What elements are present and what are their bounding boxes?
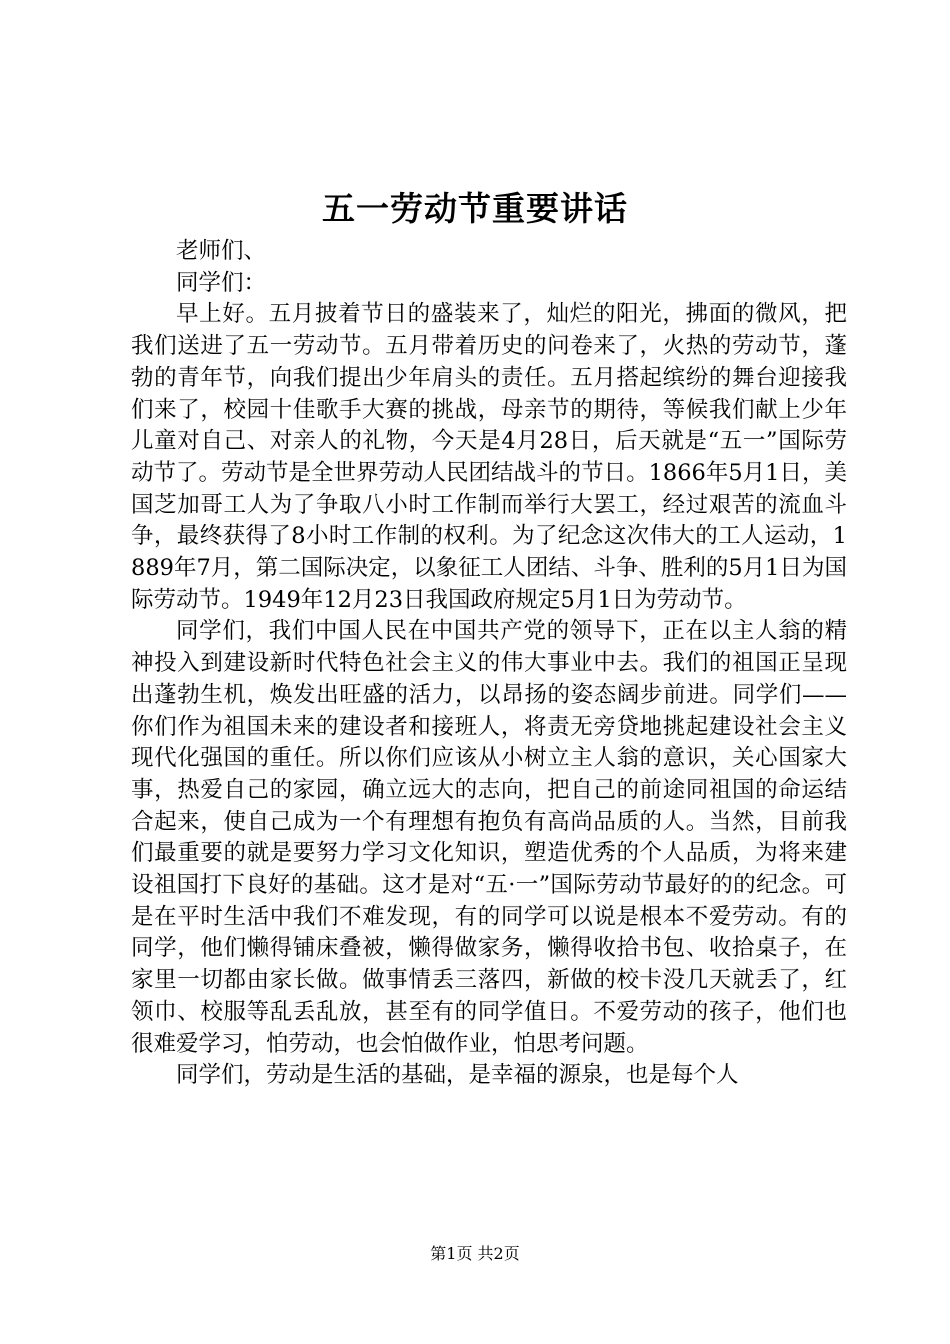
- document-body: [131, 236, 847, 1092]
- body-paragraph: 早上好。五月披着节日的盛装来了，灿烂的阳光，拂面的微风，把我们送进了五一劳动节。五月带着历史的问卷来了，火热的劳动节，蓬勃的青年节，向我们提出少年肩头的责任。五月搭起缤纷的舞台迎接我们来了，校园十佳歌手大赛的挑战，母亲节的期待，等候我们献上少年儿童对自己、对亲人的礼物，今天是4月28日，后天就是“五一”国际劳动节了。劳动节是全世界劳动人民团结战斗的节日。1866年5月1日，美国芝加哥工人为了争取八小时工作制而举行大罢工，经过艰苦的流血斗争，最终获得了8小时工作制的权利。为了纪念这次伟大的工人运动，1889年7月，第二国际决定，以象征工人团结、斗争、胜利的5月1日为国际劳动节。1949年12月23日我国政府规定5月1日为劳动节。: [131, 301, 847, 613]
- document-title: 五一劳动节重要讲话: [322, 189, 628, 228]
- salutation-students: 同学们：: [176, 269, 267, 296]
- body-paragraph: 同学们，劳动是生活的基础，是幸福的源泉，也是每个人: [176, 1062, 739, 1089]
- page-number-footer: 第1页 共2页: [430, 1244, 520, 1263]
- body-paragraph: 同学们，我们中国人民在中国共产党的领导下，正在以主人翁的精神投入到建设新时代特色社会主义的伟大事业中去。我们的祖国正呈现出蓬勃生机，焕发出旺盛的活力，以昂扬的姿态阔步前进。同学们——你们作为祖国未来的建设者和接班人，将责无旁贷地挑起建设社会主义现代化强国的重任。所以你们应该从小树立主人翁的意识，关心国家大事，热爱自己的家园，确立远大的志向，把自己的前途同祖国的命运结合起来，使自己成为一个有理想有抱负有高尚品质的人。当然，目前我们最重要的就是要努力学习文化知识，塑造优秀的个人品质，为将来建设祖国打下良好的基础。这才是对“五·一”国际劳动节最好的的纪念。可是在平时生活中我们不难发现，有的同学可以说是根本不爱劳动。有的同学，他们懒得铺床叠被，懒得做家务，懒得收拾书包、收拾桌子，在家里一切都由家长做。做事情丢三落四，新做的校卡没几天就丢了，红领巾、校服等乱丢乱放，甚至有的同学值日。不爱劳动的孩子，他们也很难爱学习，怕劳动，也会怕做作业，怕思考问题。: [131, 618, 847, 1057]
- salutation-teachers: 老师们、: [176, 238, 267, 264]
